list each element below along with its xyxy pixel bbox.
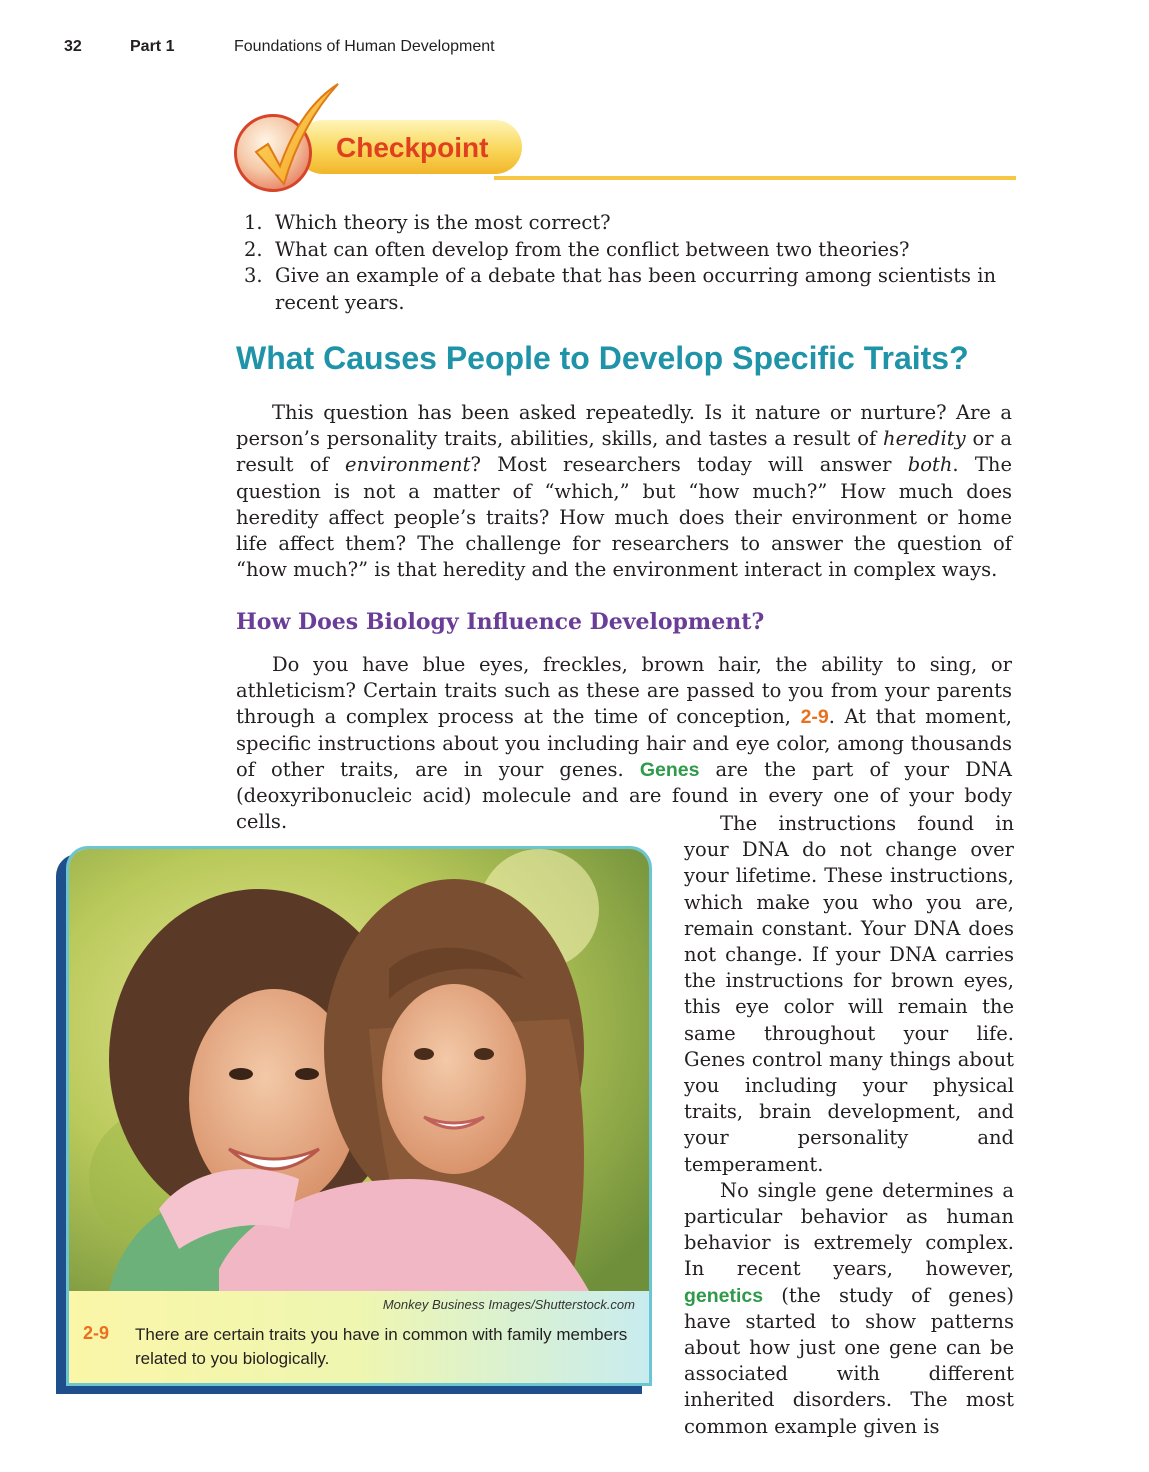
body-paragraph: Do you have blue eyes, freckles, brown hair, the ability to sing, or athleticism? Certain traits such as these are passed to you from your parents through a complex process at the time of conception, 2-9. At that moment, specific instructions about you including hair and eye color, among thousands of other traits, are in your genes. Genes are the part of your DNA (deoxyribonucleic acid) molecule and are found in every one of your body cells. bbox=[236, 653, 1012, 834]
page-number: 32 bbox=[64, 38, 82, 55]
list-item: 2. What can often develop from the conflict between two theories? bbox=[244, 237, 910, 261]
part-label: Part 1 bbox=[130, 38, 175, 55]
figure-frame bbox=[66, 846, 652, 1386]
list-item: 1. Which theory is the most correct? bbox=[244, 211, 611, 234]
figure-reference-link[interactable]: 2-9 bbox=[800, 706, 829, 729]
subsection-heading: How Does Biology Influence Development? bbox=[236, 609, 765, 635]
chapter-title: Foundations of Human Development bbox=[234, 38, 495, 55]
checkpoint-banner bbox=[232, 80, 1022, 200]
figure-number: 2-9 bbox=[83, 1323, 110, 1343]
body-paragraph: No single gene determines a particular behavior as human behavior is extremely complex. In recent years, however, genetics (the study of genes) have started to show patterns about how just one gene can be associated with different inherited disorders. The most common example given is bbox=[684, 1178, 1014, 1438]
checkpoint-questions bbox=[244, 210, 1014, 316]
section-heading: What Causes People to Develop Specific Traits? bbox=[236, 340, 969, 376]
side-column bbox=[684, 811, 1014, 1440]
checkmark-icon bbox=[238, 80, 348, 190]
figure-caption: There are certain traits you have in common with family members related to you biologically. bbox=[135, 1325, 628, 1368]
key-term: genetics bbox=[684, 1284, 764, 1307]
checkpoint-rule bbox=[494, 176, 1016, 180]
key-term: Genes bbox=[639, 758, 700, 781]
body-paragraph: This question has been asked repeatedly. Is it nature or nurture? Are a person’s personality traits, abilities, skills, and tastes a result of heredity or a result of environment? Most researchers today will answer both. The question is not a matter of “which,” but “how much?” How much does heredity affect people’s traits? How much does their environment or home life affect them? The challenge for researchers to answer the question of “how much?” is that heredity and the environment interact in complex ways. bbox=[236, 401, 1012, 582]
running-header bbox=[64, 38, 495, 56]
photo-credit: Monkey Business Images/Shutterstock.com bbox=[382, 1297, 635, 1312]
checkpoint-label: Checkpoint bbox=[336, 132, 489, 163]
mother-daughter-photo bbox=[69, 849, 649, 1291]
figure bbox=[56, 846, 652, 1394]
list-item: 3. Give an example of a debate that has been occurring among scientists in recent years. bbox=[244, 264, 997, 314]
body-paragraph: The instructions found in your DNA do not change over your lifetime. These instructions, which make you who you are, remain constant. Your DNA does not change. If your DNA carries the instructions for brown eyes, this eye color will remain the same throughout your life. Genes control many things about you including your physical traits, brain development, and your personality and temperament. bbox=[684, 812, 1014, 1176]
